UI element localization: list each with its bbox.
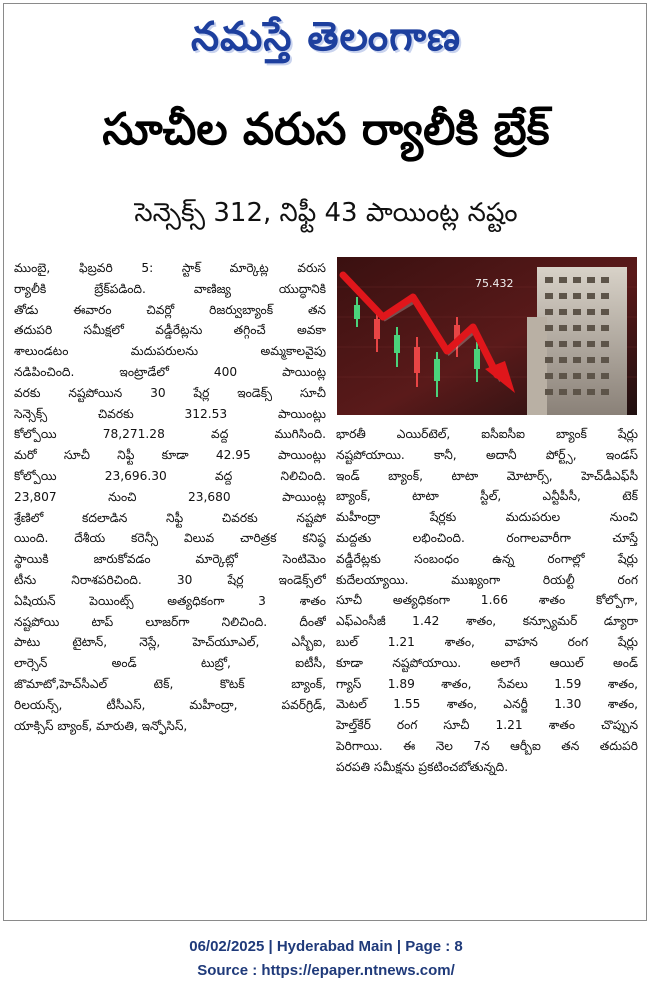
article-line: యాక్సిస్ బ్యాంక్, మారుతి, ఇన్ఫోసిస్, — [14, 718, 188, 733]
article-line: టీను నిరాశపరిచింది. 30 షేర్ల ఇండెక్స్‌లో — [14, 572, 326, 587]
article-line: తదుపరి సమీక్షలో వడ్డీరేట్లను తగ్గించే అవకా — [14, 323, 326, 338]
subheadline: సెన్సెక్స్ 312, నిఫ్టీ 43 పాయింట్ల నష్టం — [134, 198, 518, 228]
stock-market-photo — [337, 257, 637, 415]
article-line: మద్దతు లభించింది. రంగాలవారీగా చూస్తే — [336, 530, 638, 545]
article-line: మెటల్ 1.55 శాతం, ఎనర్జీ 1.30 శాతం, — [336, 697, 638, 712]
footer-source-link[interactable]: Source : https://epaper.ntnews.com/ — [197, 962, 455, 979]
article-left-column — [14, 258, 326, 736]
article-line: నష్టపోయి టాప్ లూజర్‌గా నిలిచింది. దీంతో — [14, 614, 326, 629]
article-line: బ్యాంక్, టాటా స్టీల్, ఎన్టీపీసీ, టెక్ — [336, 489, 638, 504]
article-line: ర్యాలీకి బ్రేక్‌పడింది. వాణిజ్య యుద్ధానికి — [14, 281, 326, 296]
article-line: హెల్త్‌కేర్ రంగ సూచీ 1.21 శాతం చొప్పున — [336, 718, 638, 733]
article-line: ఎఫ్‌ఎంసీజీ 1.42 శాతం, కన్స్యూమర్ డ్యూరా — [336, 614, 638, 629]
article-line: 23,807 నుంచి 23,680 పాయింట్ల — [14, 489, 326, 504]
article-line: కోల్పోయి 78,271.28 వద్ద ముగిసింది. — [14, 427, 326, 442]
article-line: గ్యాస్ 1.89 శాతం, సేవలు 1.59 శాతం, — [336, 676, 638, 691]
article-line: మరో సూచీ నిఫ్టీ కూడా 42.95 పాయింట్లు — [14, 448, 326, 463]
headline: సూచీల వరుస ర్యాలీకి బ్రేక్ — [102, 104, 550, 155]
article-line: కుదేలయ్యాయి. ముఖ్యంగా రియల్టీ రంగ — [336, 572, 638, 587]
article-line: స్థాయికి జారుకోవడం మార్కెట్లో సెంటిమెం — [14, 552, 326, 567]
article-line: పాటు టైటాన్, నెస్లే, హెచ్‌యూఎల్, ఎస్బీఐ, — [14, 635, 326, 650]
article-line: కోల్పోయి 23,696.30 వద్ద నిలిచింది. — [14, 468, 326, 483]
stock-chart-illustration — [337, 257, 637, 415]
article-right-column — [336, 424, 638, 778]
article-line: ముంబై, ఫిబ్రవరి 5: స్టాక్ మార్కెట్ల వరుస — [14, 261, 326, 275]
article-line: సెన్సెక్స్ చివరకు 312.53 పాయింట్లు — [14, 406, 326, 421]
footer-edition-info: 06/02/2025 | Hyderabad Main | Page : 8 — [189, 938, 463, 955]
article-line: వడ్డీరేట్లకు సంబంధం ఉన్న రంగాల్లో షేర్లు — [336, 551, 638, 566]
article-line: శాలుండటం మదుపరులను అమ్మకాలవైపు — [14, 344, 326, 359]
article-line: శ్రేణిలో కదలాడిన నిఫ్టీ చివరకు నష్టపో — [14, 510, 326, 525]
article-line: రిలయన్స్, టీసీఎస్, మహీంద్రా, పవర్‌గ్రిడ్, — [14, 697, 326, 712]
article-line: నష్టపోయాయి. కానీ, అదానీ పోర్ట్స్, ఇండస్ — [336, 447, 638, 462]
exchange-building — [527, 267, 627, 415]
article-line: నడిపించింది. ఇంట్రాడేలో 400 పాయింట్ల — [14, 364, 326, 379]
article-line: యింది. దేశీయ కరెన్సీ విలువ చారిత్రక కనిష్ఠ — [14, 531, 326, 546]
article-line: ఏషియన్ పెయింట్స్ అత్యధికంగా 3 శాతం — [14, 593, 326, 608]
article-line: మహీంద్రా షేర్లకు మదుపరుల నుంచి — [336, 510, 638, 525]
article-line: బుల్ 1.21 శాతం, వాహన రంగ షేర్లు — [336, 634, 638, 649]
article-line: కూడా నష్టపోయాయి. అలాగే ఆయిల్ అండ్ — [336, 655, 638, 670]
article-line: తోడు ఈవారం చివర్లో రిజర్వుబ్యాంక్ తన — [14, 302, 326, 317]
chart-value-label: 75.432 — [475, 277, 514, 290]
article-line: పెరిగాయి. ఈ నెల 7న ఆర్బీఐ తన తదుపరి — [336, 738, 638, 753]
article-line: ఇండ్ బ్యాంక్, టాటా మోటార్స్, హెచ్‌డీఎఫ్‌సీ — [336, 468, 638, 483]
article-line: లార్సెన్ అండ్ టుబ్రో, ఐటీసీ, — [14, 656, 326, 671]
article-line: పరపతి సమీక్షను ప్రకటించబోతున్నది. — [336, 759, 509, 774]
article-line: జొమాటో,హెచ్‌సీఎల్ టెక్, కొటక్ బ్యాంక్, — [14, 676, 326, 691]
article-line: భారతీ ఎయిర్‌టెల్, ఐసీఐసీఐ బ్యాంక్ షేర్లు — [336, 427, 638, 441]
article-line: సూచీ అత్యధికంగా 1.66 శాతం కోల్పోగా, — [336, 593, 638, 608]
masthead-logo: నమస్తే తెలంగాణ — [190, 14, 462, 60]
article-line: వరకు నష్టపోయిన 30 షేర్ల ఇండెక్స్ సూచీ — [14, 385, 326, 400]
